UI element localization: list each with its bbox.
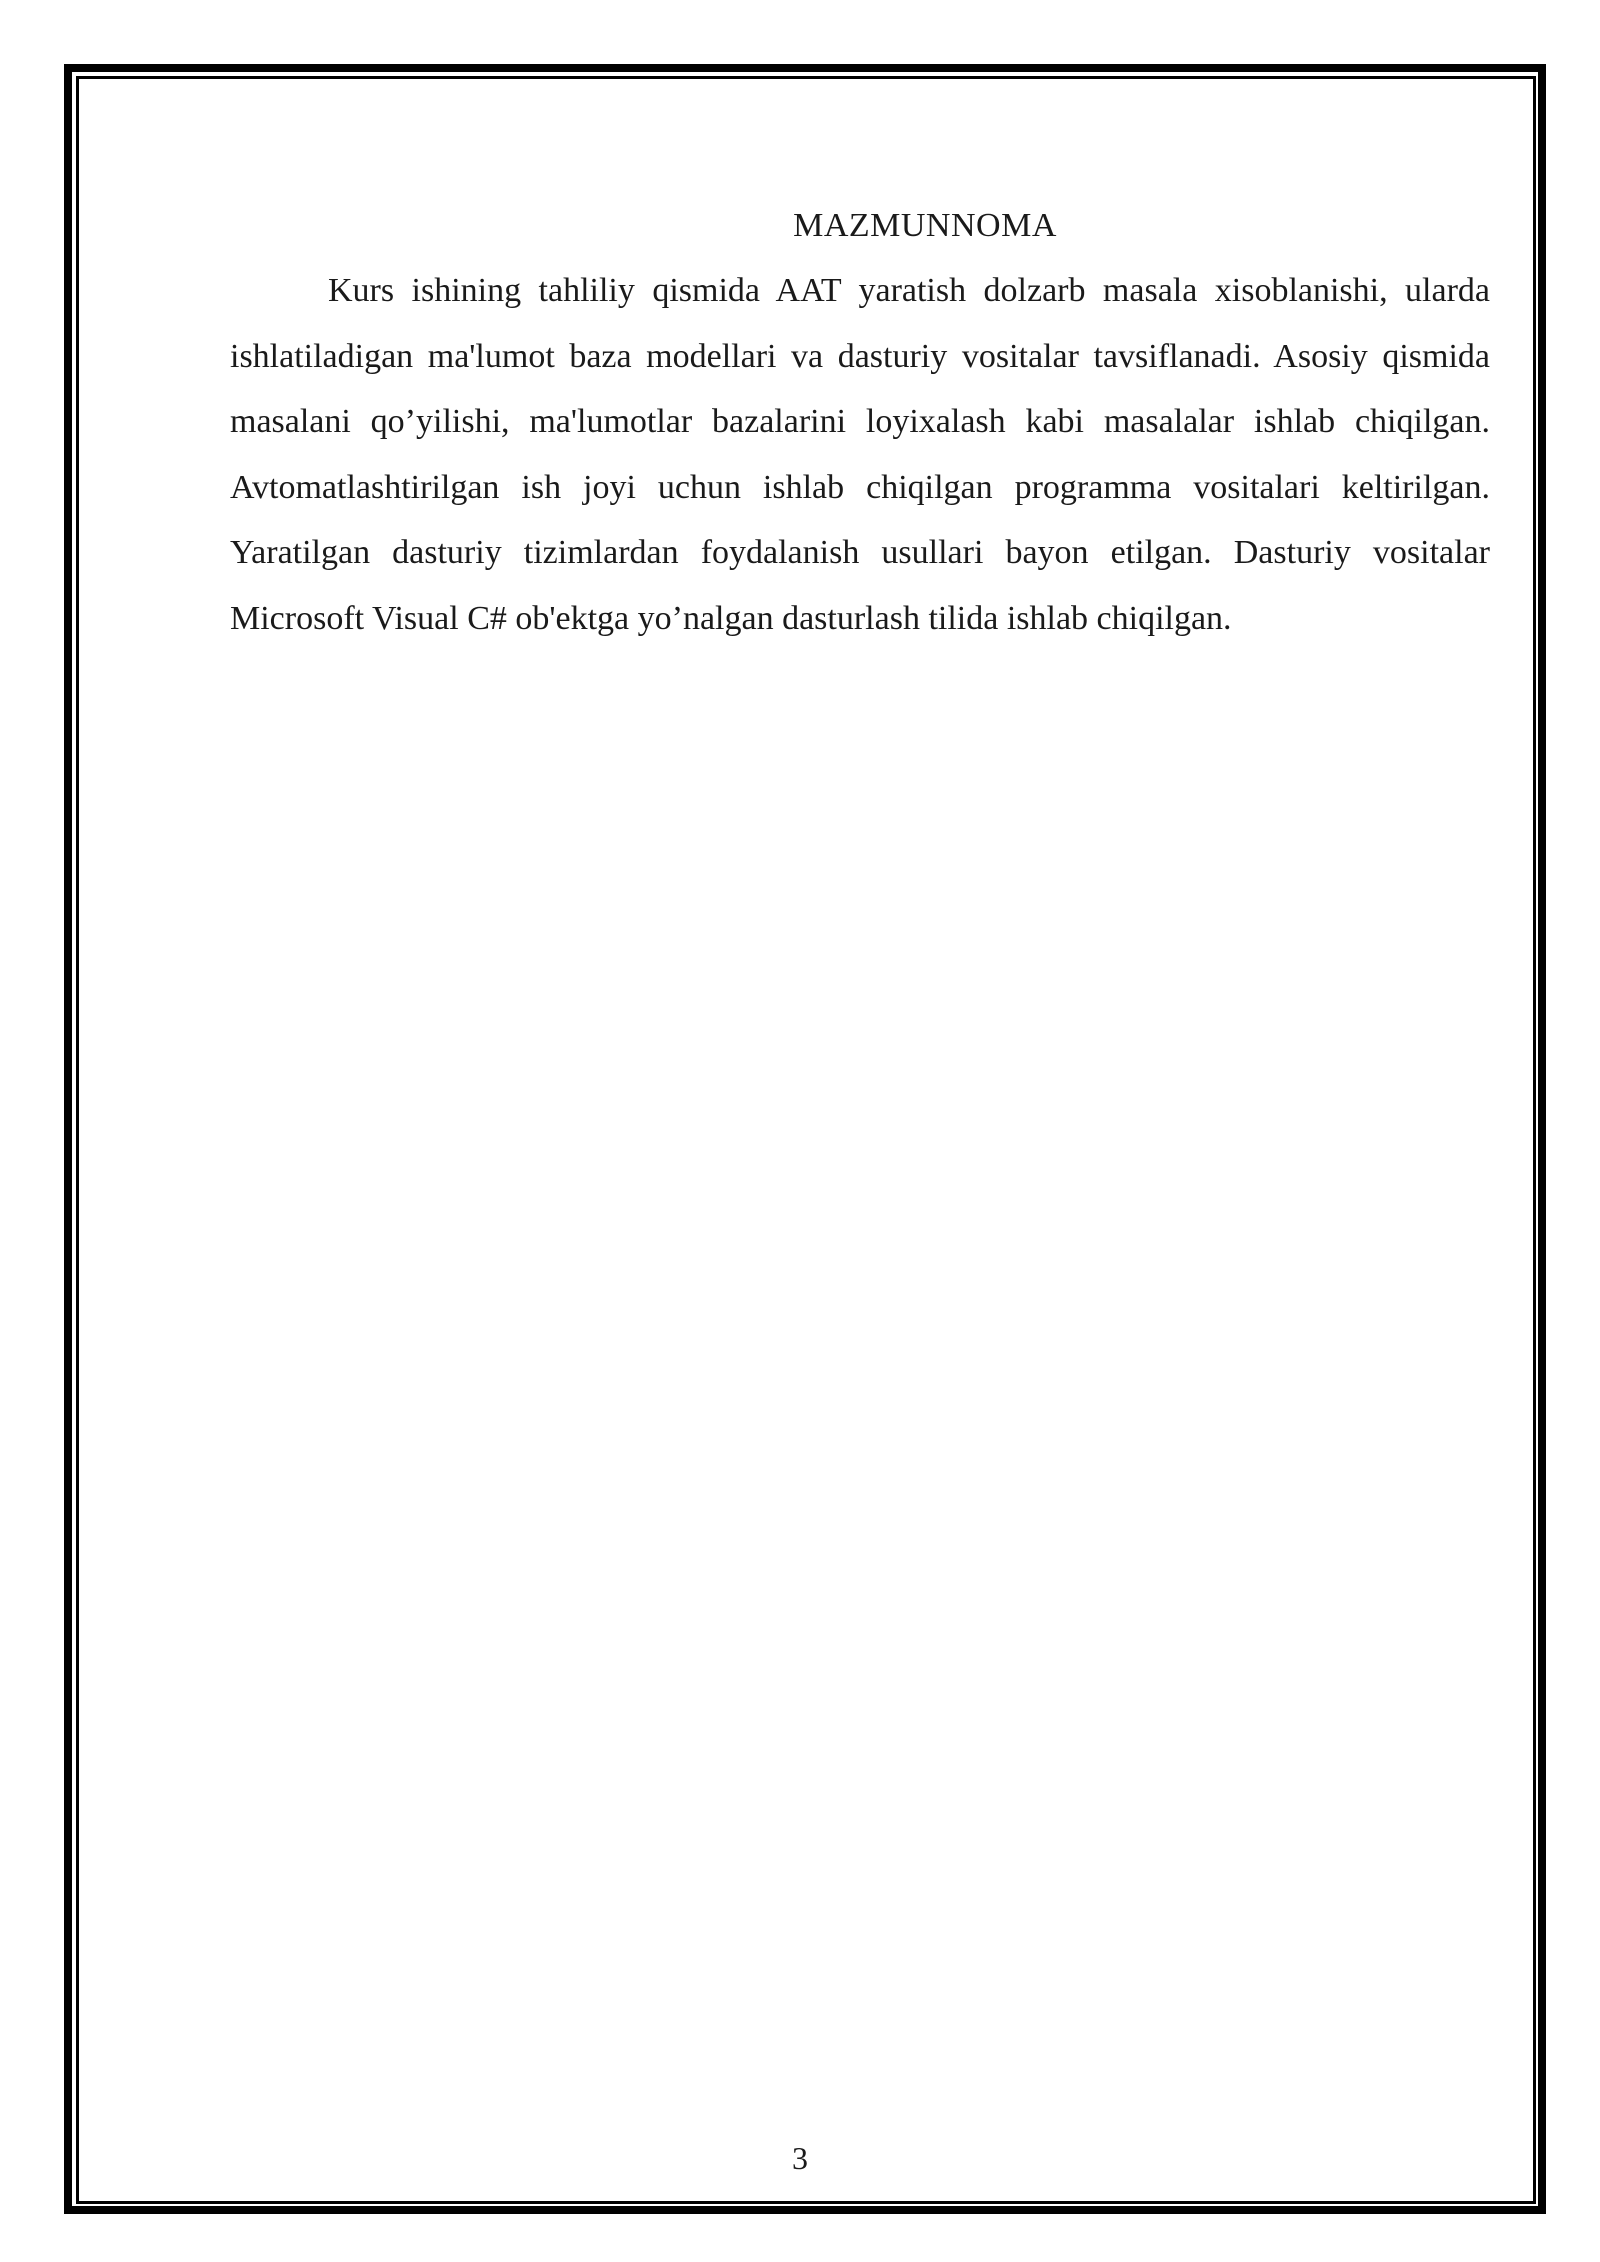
- page-number: 3: [792, 2140, 808, 2176]
- page-title: MAZMUNNOMA: [793, 207, 1057, 244]
- page-content: [230, 202, 1490, 651]
- body-paragraph: Kurs ishining tahliliy qismida AAT yaratish dolzarb masala xisoblanishi, ularda ishlatiladigan ma'lumot baza modellari va dasturiy vositalar tavsiflanadi. Asosiy qismida masalani qo’yilishi, ma'lumotlar bazalarini loyixalash kabi masalalar ishlab chiqilgan. Avtomatlashtirilgan ish joyi uchun ishlab chiqilgan programma vositalari keltirilgan. Yaratilgan dasturiy tizimlardan foydalanish usullari bayon etilgan. Dasturiy vositalar Microsoft Visual C# ob'ektga yo’nalgan dasturlash tilida ishlab chiqilgan.: [230, 272, 1490, 637]
